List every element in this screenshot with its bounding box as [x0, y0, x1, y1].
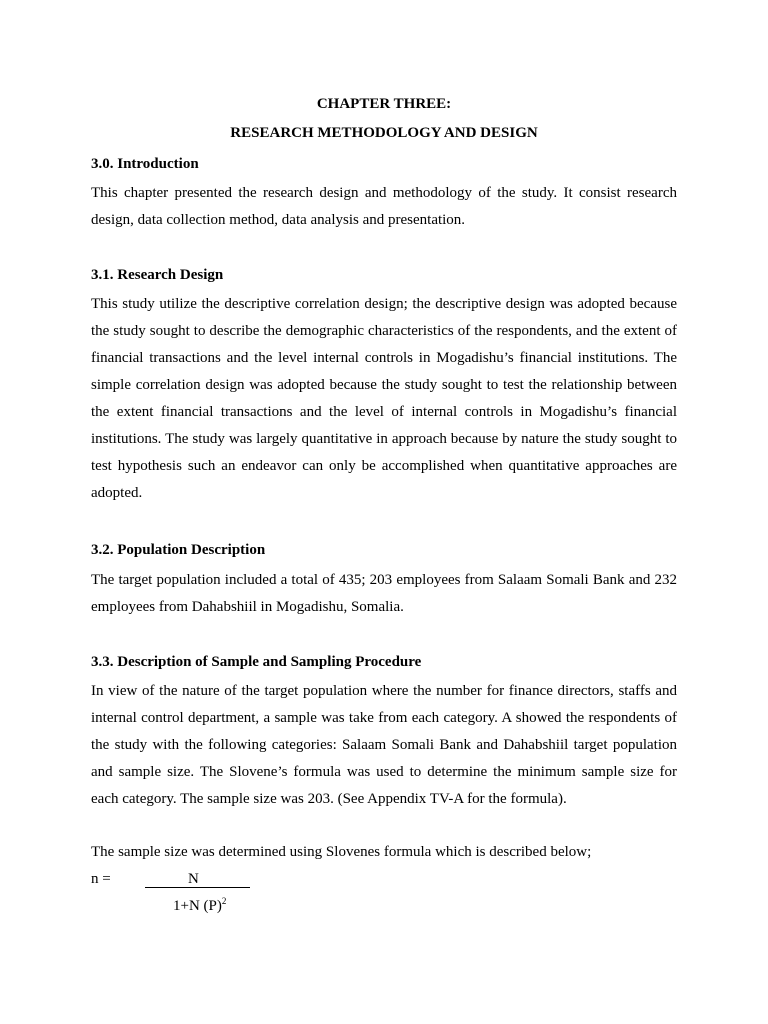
fraction-bar: [145, 887, 250, 888]
formula-intro: The sample size was determined using Slovenes formula which is described below;: [91, 844, 592, 860]
section-text-introduction: This chapter presented the research design and methodology of the study. It consist research design, data collection method, data analysis and presentation.: [91, 185, 677, 228]
section-heading-sampling: 3.3. Description of Sample and Sampling Procedure: [91, 654, 422, 670]
chapter-title: CHAPTER THREE:: [316, 96, 452, 112]
section-heading-introduction: 3.0. Introduction: [91, 156, 199, 172]
section-text-research-design: This study utilize the descriptive correlation design; the descriptive design was adopted because the study sought to describe the demographic characteristics of the respondents, and the extent of financial transactions and the level internal controls in Mogadishu’s financial institutions. The simple correlation design was adopted because the study sought to test the relationship between the extent financial transactions and the level of internal controls in Mogadishu’s financial institutions. The study was largely quantitative in approach because by nature the study sought to test hypothesis such an endeavor can only be accomplished when quantitative approaches are adopted.: [91, 296, 677, 501]
section-heading-research-design: 3.1. Research Design: [91, 267, 224, 283]
section-text-population: The target population included a total of 435; 203 employees from Salaam Somali Bank and 232 employees from Dahabshiil in Mogadishu, Somalia.: [91, 572, 677, 615]
section-text-sampling: In view of the nature of the target population where the number for finance directors, staffs and internal control department, a sample was take from each category. A showed the respondents of the study with the following categories: Salaam Somali Bank and Dahabshiil target population and sample size. The Slovene’s formula was used to determine the minimum sample size for each category. The sample size was 203. (See Appendix TV-A for the formula).: [91, 683, 677, 807]
formula-exponent: 2: [221, 896, 227, 906]
formula-denominator: [173, 897, 226, 915]
formula-denominator-text: 1+N (P): [173, 898, 222, 914]
formula-numerator: N: [188, 871, 199, 887]
chapter-subtitle: RESEARCH METHODOLOGY AND DESIGN: [230, 125, 538, 141]
section-heading-population: 3.2. Population Description: [91, 542, 266, 558]
formula-lhs: n =: [91, 871, 111, 887]
